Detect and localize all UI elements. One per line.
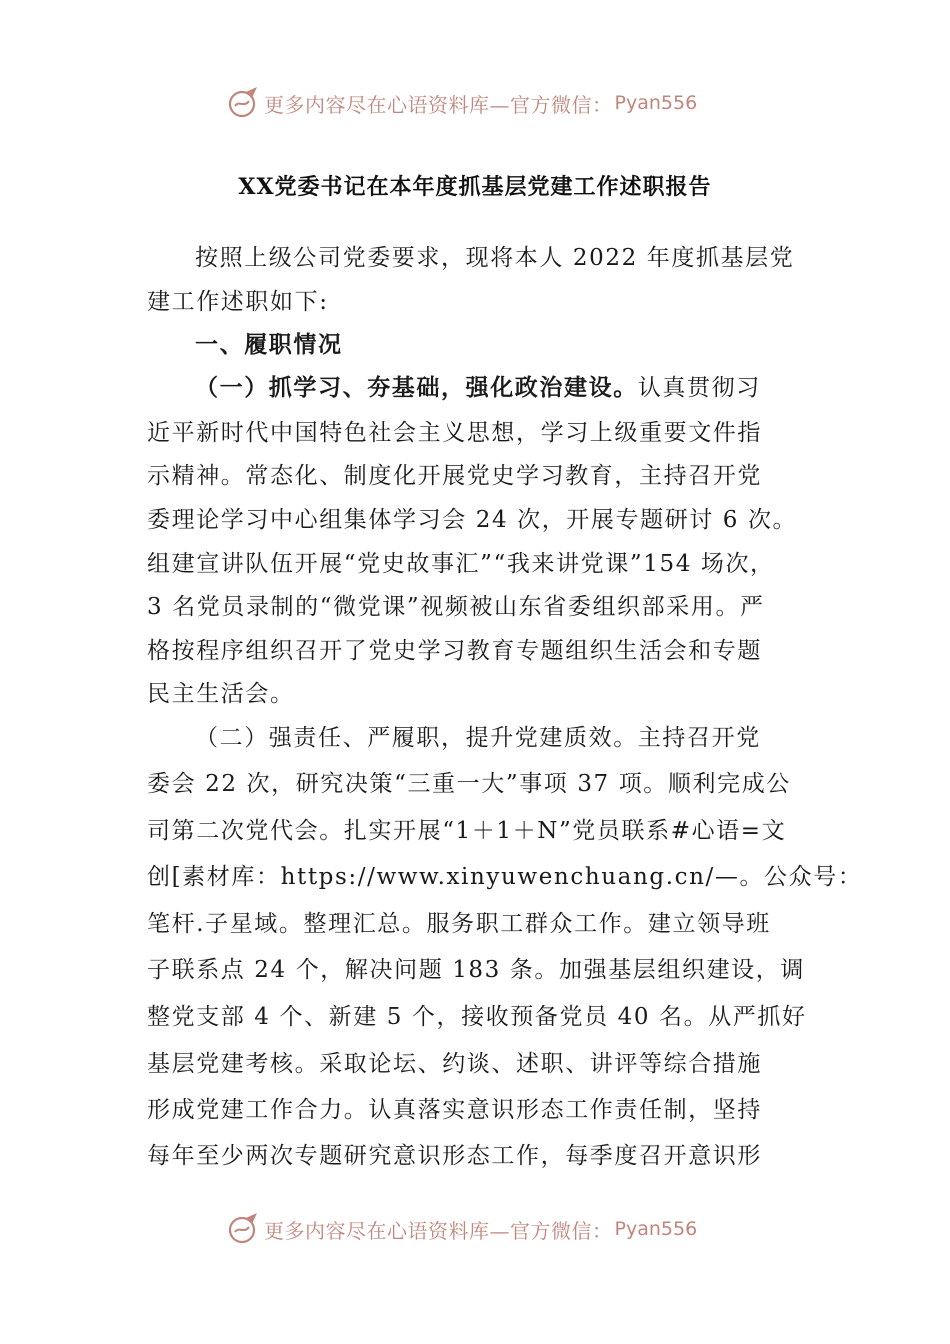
watermark-wechat-id: Pyan556 — [614, 1218, 698, 1240]
section1-line: 民主生活会。 — [147, 681, 295, 707]
section2-line: （二）强责任、严履职，提升党建质效。主持召开党 — [195, 725, 761, 751]
watermark-wechat-id: Pyan556 — [614, 92, 698, 114]
section2-line: 创[素材库：https://www.xinyuwenchuang.cn/—。公众号： — [147, 864, 863, 890]
section2-line: 基层党建考核。采取论坛、约谈、述职、讲评等综合措施 — [147, 1051, 762, 1077]
section1-line: 认真贯彻习 — [637, 375, 761, 401]
watermark-banner-top — [226, 86, 746, 120]
section2-line: 委会 22 次，研究决策“三重一大”事项 37 项。顺利完成公 — [147, 771, 791, 797]
section2-line: 每年至少两次专题研究意识形态工作，每季度召开意识形 — [147, 1143, 762, 1169]
pen-circle-logo-icon — [226, 1212, 260, 1246]
section1-line: 近平新时代中国特色社会主义思想，学习上级重要文件指 — [147, 420, 762, 446]
watermark-text: 更多内容尽在心语资料库—官方微信： — [264, 1218, 613, 1243]
section2-line: 笔杆.子星域。整理汇总。服务职工群众工作。建立领导班 — [147, 911, 771, 937]
watermark-text: 更多内容尽在心语资料库—官方微信： — [264, 92, 613, 117]
section2-line: 形成党建工作合力。认真落实意识形态工作责任制，坚持 — [147, 1097, 762, 1123]
document-title: XX党委书记在本年度抓基层党建工作述职报告 — [238, 174, 712, 200]
intro-line-2: 建工作述职如下: — [147, 289, 329, 315]
section2-line: 子联系点 24 个，解决问题 183 条。加强基层组织建设，调 — [147, 957, 806, 983]
section1-line: 委理论学习中心组集体学习会 24 次，开展专题研讨 6 次。 — [147, 507, 798, 533]
section1-line: 格按程序组织召开了党史学习教育专题组织生活会和专题 — [147, 638, 762, 664]
section1-first-line — [195, 373, 761, 403]
section1-line: 3 名党员录制的“微党课”视频被山东省委组织部采用。严 — [147, 594, 765, 620]
pen-circle-logo-icon — [226, 86, 260, 120]
section1-line: 组建宣讲队伍开展“党史故事汇”“我来讲党课”154 场次， — [147, 551, 775, 577]
intro-line-1: 按照上级公司党委要求，现将本人 2022 年度抓基层党 — [195, 245, 795, 271]
section2-line: 司第二次党代会。扎实开展“1＋1＋N”党员联系#心语=文 — [147, 818, 787, 844]
watermark-banner-bottom — [226, 1212, 746, 1246]
heading-duty-performance: 一、履职情况 — [195, 331, 343, 358]
section1-line: 示精神。常态化、制度化开展党史学习教育，主持召开党 — [147, 463, 762, 489]
section2-line: 整党支部 4 个、新建 5 个，接收预备党员 40 名。从严抓好 — [147, 1004, 807, 1030]
section1-lead: （一）抓学习、夯基础，强化政治建设。 — [195, 374, 638, 401]
